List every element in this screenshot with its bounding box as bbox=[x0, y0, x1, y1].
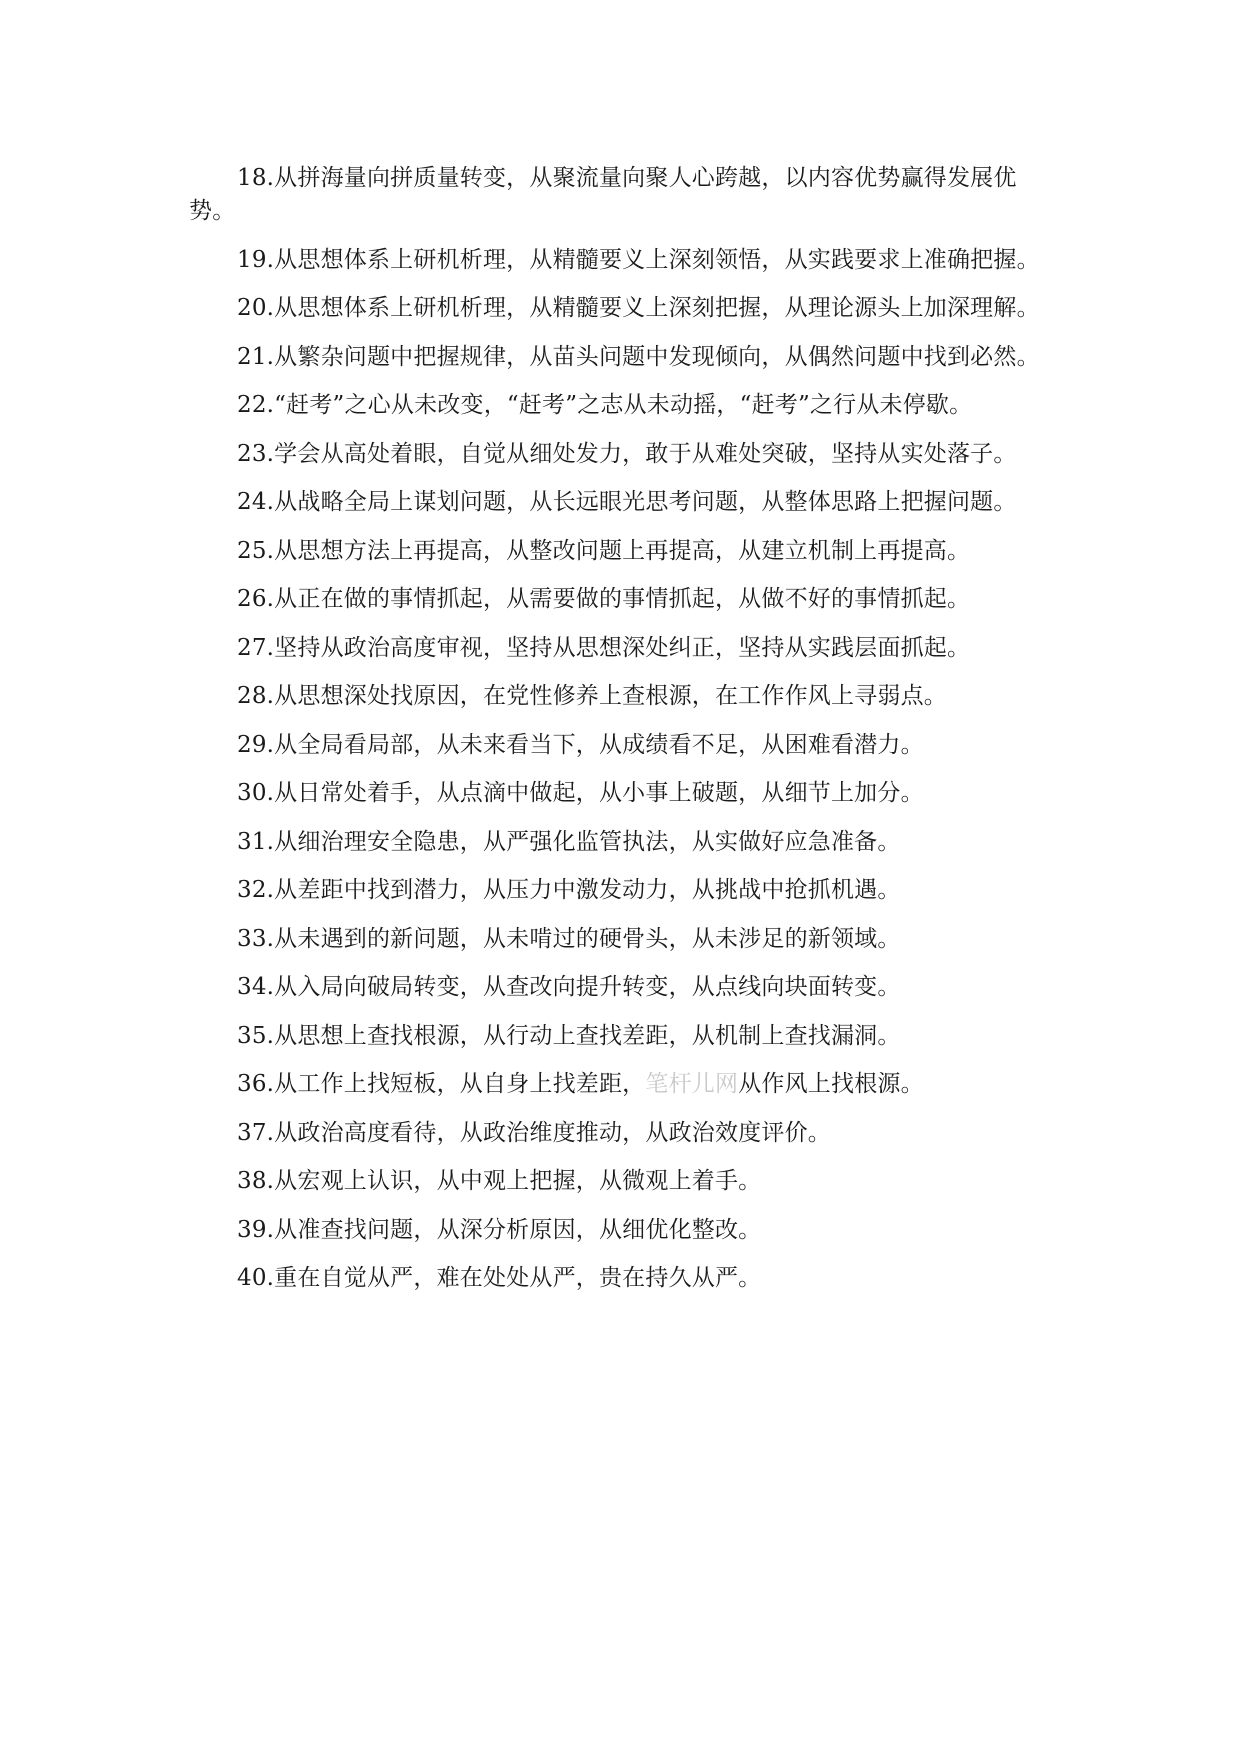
paragraph-39: 39.从准查找问题，从深分析原因，从细优化整改。 bbox=[237, 1216, 762, 1243]
paragraph-18: 18.从拼海量向拼质量转变，从聚流量向聚人心跨越，以内容优势赢得发展优势。 bbox=[189, 165, 1017, 224]
paragraph-25: 25.从思想方法上再提高，从整改问题上再提高，从建立机制上再提高。 bbox=[237, 537, 971, 564]
paragraph-30: 30.从日常处着手，从点滴中做起，从小事上破题，从细节上加分。 bbox=[237, 780, 924, 806]
paragraph-40: 40.重在自觉从严，难在处处从严，贵在持久从严。 bbox=[237, 1265, 762, 1291]
paragraph-33: 33.从未遇到的新问题，从未啃过的硬骨头，从未涉足的新领域。 bbox=[237, 925, 901, 952]
paragraph-26: 26.从正在做的事情抓起，从需要做的事情抓起，从做不好的事情抓起。 bbox=[237, 586, 971, 612]
paragraph-36-end: 从作风上找根源。 bbox=[738, 1071, 924, 1097]
paragraph-27: 27.坚持从政治高度审视，坚持从思想深处纠正，坚持从实践层面抓起。 bbox=[237, 634, 971, 661]
paragraph-21: 21.从繁杂问题中把握规律，从苗头问题中发现倾向，从偶然问题中找到必然。 bbox=[237, 343, 1040, 370]
watermark-text: 笔杆儿网 bbox=[645, 1071, 739, 1097]
paragraph-23: 23.学会从高处着眼，自觉从细处发力，敢于从难处突破，坚持从实处落子。 bbox=[237, 440, 1017, 467]
paragraph-19: 19.从思想体系上研机析理，从精髓要义上深刻领悟，从实践要求上准确把握。 bbox=[237, 246, 1040, 273]
paragraph-35: 35.从思想上查找根源，从行动上查找差距，从机制上查找漏洞。 bbox=[237, 1022, 901, 1049]
paragraph-38: 38.从宏观上认识，从中观上把握，从微观上着手。 bbox=[237, 1168, 762, 1194]
paragraph-34: 34.从入局向破局转变，从查改向提升转变，从点线向块面转变。 bbox=[237, 974, 901, 1000]
paragraph-29: 29.从全局看局部，从未来看当下，从成绩看不足，从困难看潜力。 bbox=[237, 731, 924, 758]
document-body bbox=[189, 162, 1059, 1311]
paragraph-36 bbox=[189, 1068, 1059, 1101]
paragraph-31: 31.从细治理安全隐患，从严强化监管执法，从实做好应急准备。 bbox=[237, 828, 901, 855]
paragraph-20: 20.从思想体系上研机析理，从精髓要义上深刻把握，从理论源头上加深理解。 bbox=[237, 295, 1040, 321]
paragraph-36-start: 36.从工作上找短板，从自身上找差距， bbox=[237, 1071, 646, 1097]
paragraph-28: 28.从思想深处找原因，在党性修养上查根源，在工作作风上寻弱点。 bbox=[237, 683, 947, 709]
paragraph-37: 37.从政治高度看待，从政治维度推动，从政治效度评价。 bbox=[237, 1119, 831, 1146]
paragraph-24: 24.从战略全局上谋划问题，从长远眼光思考问题，从整体思路上把握问题。 bbox=[237, 489, 1017, 515]
paragraph-32: 32.从差距中找到潜力，从压力中激发动力，从挑战中抢抓机遇。 bbox=[237, 877, 901, 903]
paragraph-22: 22.“赶考”之心从未改变，“赶考”之志从未动摇，“赶考”之行从未停歇。 bbox=[237, 392, 973, 418]
